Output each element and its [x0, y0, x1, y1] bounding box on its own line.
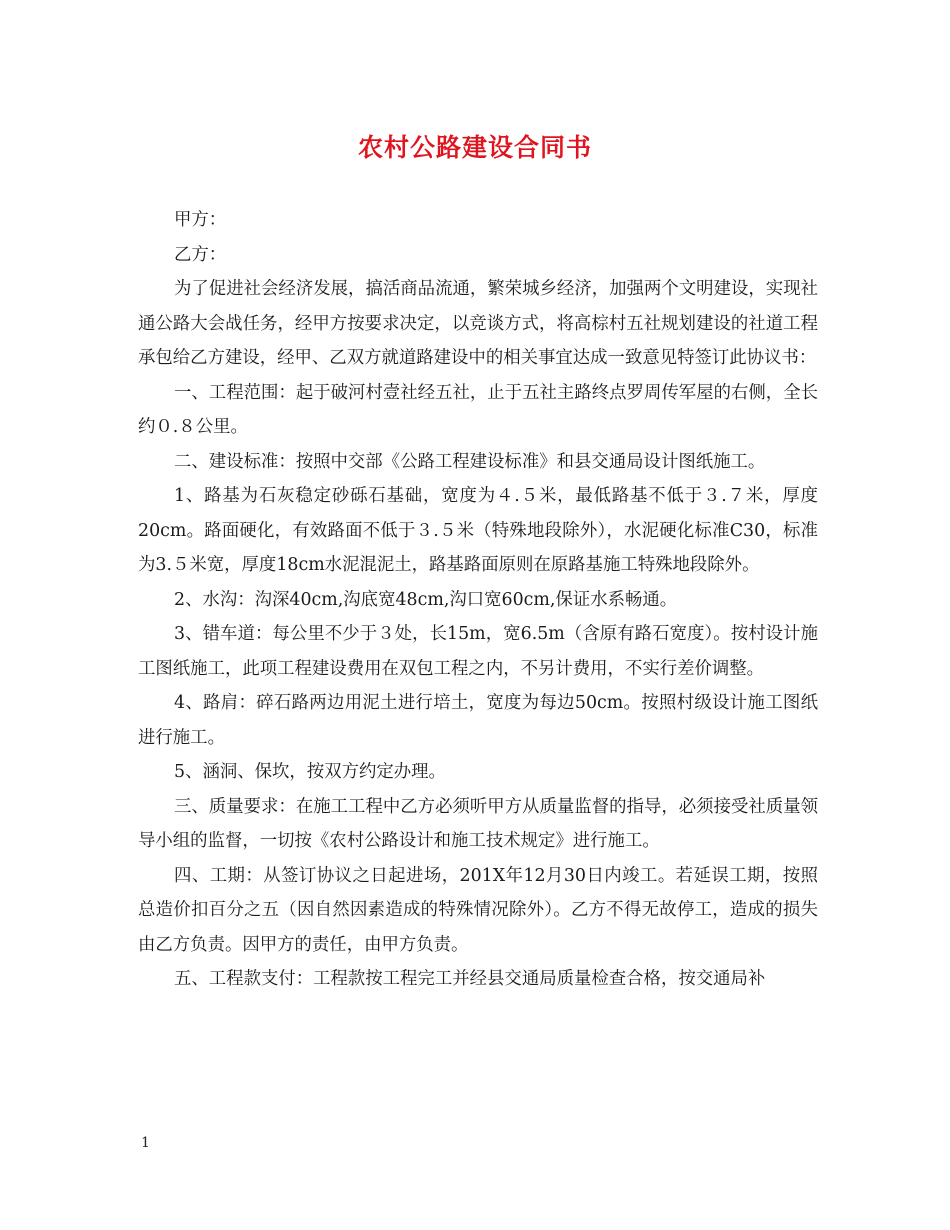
paragraph-passing-lane: 3、错车道：每公里不少于３处，长15m，宽6.5m（含原有路石宽度）。按村设计施工图纸施工，此项工程建设费用在双包工程之内，不另计费用，不实行差价调整。	[138, 624, 818, 679]
paragraph-roadbed: 1、路基为石灰稳定砂砾石基础，宽度为４.５米，最低路基不低于３.７米，厚度20cm。路面硬化，有效路面不低于３.５米（特殊地段除外），水泥硬化标准C30，标准为3.５米宽，厚度18cm水泥混泥土，路基路面原则在原路基施工特殊地段除外。	[138, 486, 818, 575]
paragraph-party-b: 乙方：	[174, 244, 227, 265]
paragraph-standard: 二、建设标准：按照中交部《公路工程建设标准》和县交通局设计图纸施工。	[174, 451, 766, 472]
paragraph-culvert: 5、涵洞、保坎，按双方约定办理。	[174, 762, 446, 782]
document-body	[138, 203, 818, 997]
paragraph-preamble: 为了促进社会经济发展，搞活商品流通，繁荣城乡经济，加强两个文明建设，实现社通公路大会战任务，经甲方按要求决定，以竞谈方式，将高棕村五社规划建设的社道工程承包给乙方建设，经甲、乙双方就道路建设中的相关事宜达成一致意见特签订此协议书：	[138, 279, 818, 368]
paragraph-payment: 五、工程款支付：工程款按工程完工并经县交通局质量检查合格，按交通局补	[174, 969, 766, 989]
paragraph-ditch: 2、水沟：沟深40cm,沟底宽48cm,沟口宽60cm,保证水系畅通。	[174, 589, 678, 610]
paragraph-quality: 三、质量要求：在施工工程中乙方必须听甲方从质量监督的指导，必须接受社质量领导小组的监督，一切按《农村公路设计和施工技术规定》进行施工。	[138, 796, 818, 851]
paragraph-party-a: 甲方：	[174, 210, 227, 230]
paragraph-shoulder: 4、路肩：碎石路两边用泥土进行培土，宽度为每边50cm。按照村级设计施工图纸进行施工。	[138, 693, 818, 748]
paragraph-scope: 一、工程范围：起于破河村壹社经五社，止于五社主路终点罗周传军屋的右侧，全长约０.８公里。	[138, 382, 818, 437]
document-title: 农村公路建设合同书	[357, 133, 592, 162]
paragraph-schedule: 四、工期：从签订协议之日起进场，201X年12月30日内竣工。若延误工期，按照总造价扣百分之五（因自然因素造成的特殊情况除外）。乙方不得无故停工，造成的损失由乙方负责。因甲方的责任，由甲方负责。	[138, 865, 818, 955]
page-number: 1	[141, 1135, 150, 1151]
